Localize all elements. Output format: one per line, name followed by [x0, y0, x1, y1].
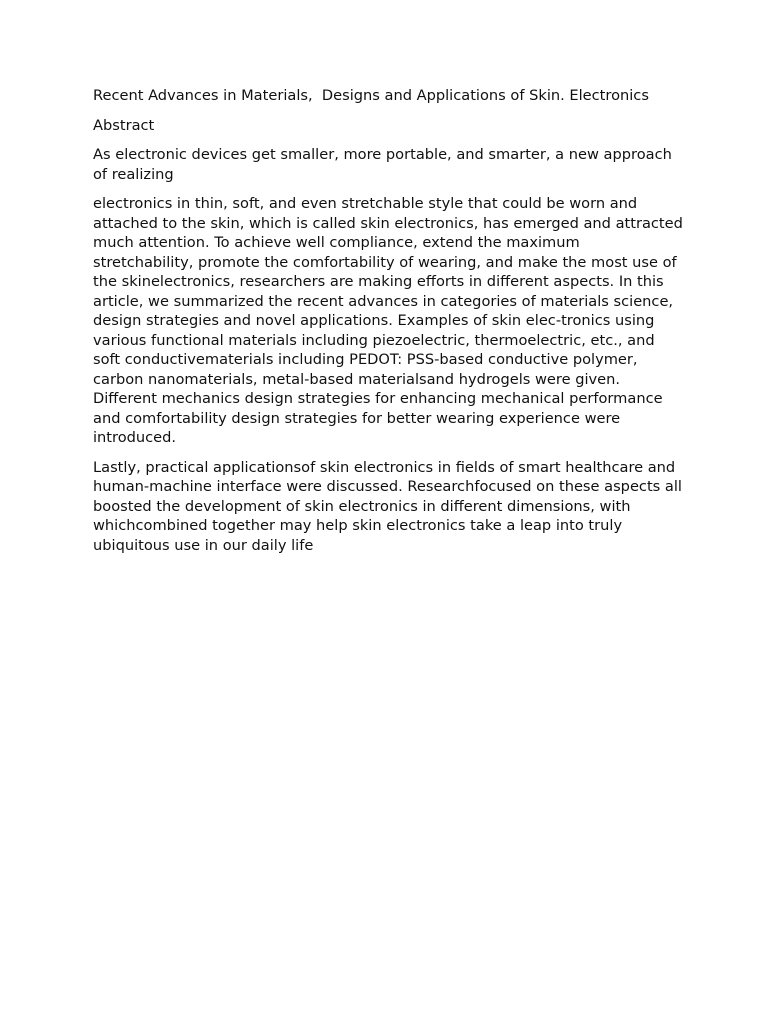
- abstract-paragraph-3: Lastly, practical applicationsof skin electronics in fields of smart healthcare and human-machine interface were discussed. Researchfocused on these aspects all boosted the development of skin electronics in different dimensions, with whichcombined together may help skin electronics take a leap into truly ubiquitous use in our daily life: [93, 458, 687, 554]
- abstract-paragraph-1: As electronic devices get smaller, more portable, and smarter, a new approach of realizing: [93, 146, 677, 183]
- document-title: Recent Advances in Materials, Designs and Applications of Skin. Electronics: [93, 87, 649, 104]
- document-body: [93, 86, 688, 565]
- abstract-paragraph-2: electronics in thin, soft, and even stretchable style that could be worn and attached to the skin, which is called skin electronics, has emerged and attracted much attention. To achieve well compliance, extend the maximum stretchability, promote the comfortability of wearing, and make the most use of the skinelectronics, researchers are making efforts in different aspects. In this article, we summarized the recent advances in categories of materials science, design strategies and novel applications. Examples of skin elec-tronics using various functional materials including piezoelectric, thermoelectric, etc., and soft conductivematerials including PEDOT: PSS-based conductive polymer, carbon nanomaterials, metal-based materialsand hydrogels were given. Different mechanics design strategies for enhancing mechanical performance and comfortability design strategies for better wearing experience were introduced.: [93, 195, 688, 446]
- abstract-heading: Abstract: [93, 116, 155, 134]
